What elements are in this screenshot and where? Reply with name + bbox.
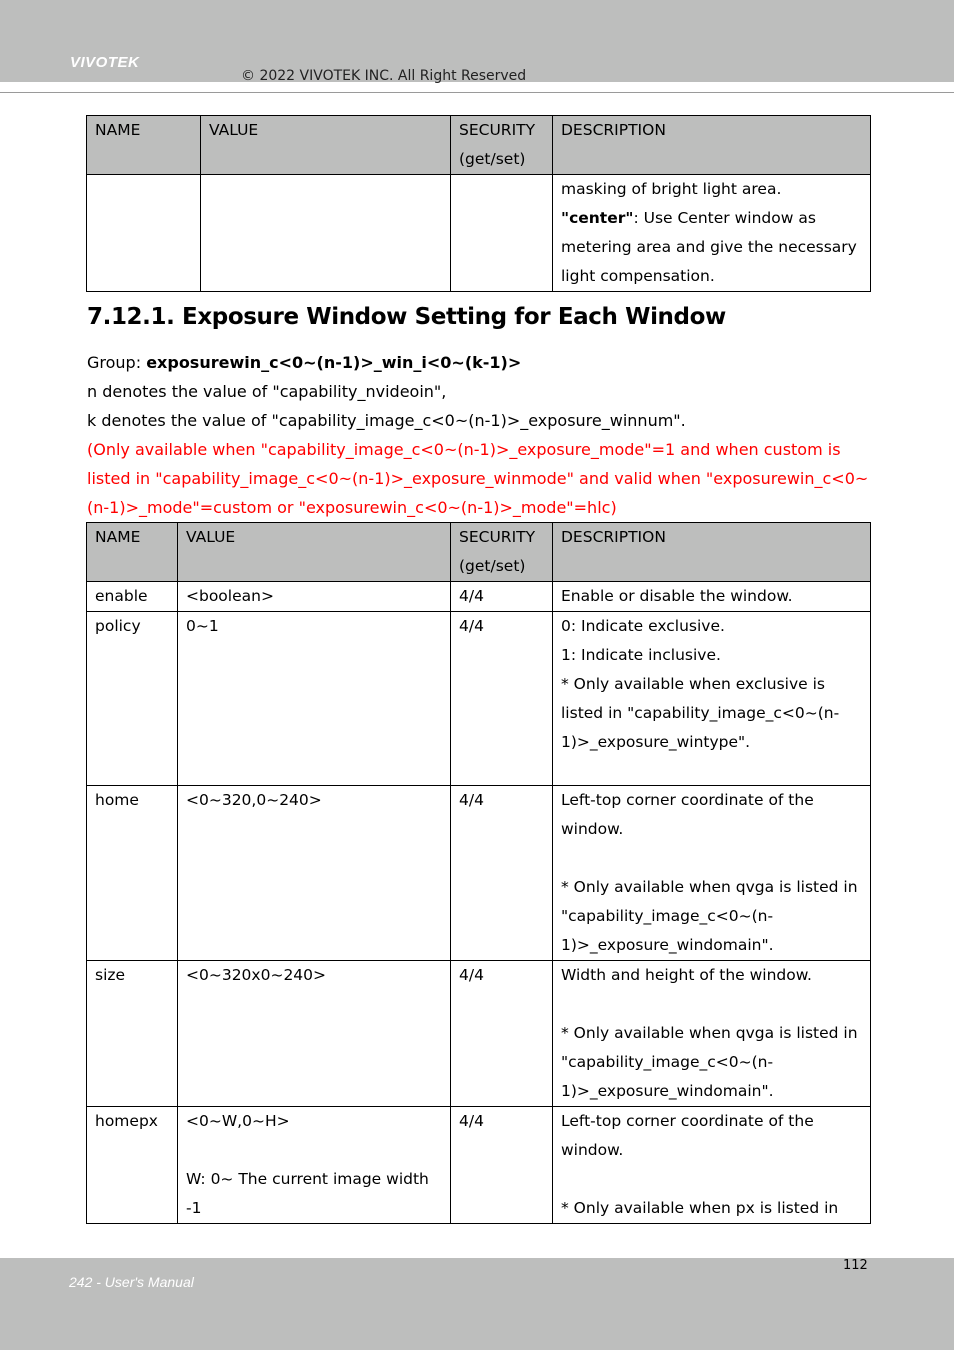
cell-description: Left-top corner coordinate of the window. * Only available when qvga is listed in "capability_image_c<0~(n-1)>_exposure_windomain".: [553, 786, 871, 961]
cell-name: enable: [87, 582, 178, 612]
cell-description: Left-top corner coordinate of the window. * Only available when px is listed in: [553, 1107, 871, 1224]
exposure-window-parameter-table: [86, 522, 871, 1224]
section-heading: 7.12.1. Exposure Window Setting for Each Window: [87, 304, 726, 330]
table-row-size: [87, 961, 871, 1107]
header-divider: [0, 92, 954, 93]
cell-value: <0~W,0~H> W: 0~ The current image width -1: [178, 1107, 451, 1224]
cell-security: 4/4: [451, 582, 553, 612]
cell-security: [451, 175, 553, 292]
brand-logo: VIVOTEK: [70, 54, 140, 71]
k-description: k denotes the value of "capability_image_c<0~(n-1)>_exposure_winnum".: [87, 411, 686, 430]
column-header-description: DESCRIPTION: [553, 523, 871, 582]
cell-name: [87, 175, 201, 292]
description-line: masking of bright light area.: [561, 180, 782, 198]
cell-description: 0: Indicate exclusive. 1: Indicate inclusive. * Only available when exclusive is listed in "capability_image_c<0~(n-1)>_exposure_wintype".: [553, 612, 871, 786]
column-header-security: SECURITY (get/set): [451, 116, 553, 175]
cell-value: [201, 175, 451, 292]
table-row-policy: [87, 612, 871, 786]
table-row-homepx: [87, 1107, 871, 1224]
copyright-text: © 2022 VIVOTEK INC. All Right Reserved: [241, 68, 527, 84]
n-description: n denotes the value of "capability_nvideoin",: [87, 382, 447, 401]
group-label: Group:: [87, 353, 147, 372]
cell-security: 4/4: [451, 1107, 553, 1224]
description-text: : Use Center window as metering area and give the necessary light compensation.: [561, 209, 862, 285]
table-row: [87, 175, 871, 292]
cell-description: Width and height of the window. * Only available when qvga is listed in "capability_image_c<0~(n-1)>_exposure_windomain".: [553, 961, 871, 1107]
manual-page-label: 242 - User's Manual: [69, 1274, 194, 1290]
table-header-row: [87, 116, 871, 175]
cell-value: <0~320,0~240>: [178, 786, 451, 961]
column-header-name: NAME: [87, 523, 178, 582]
group-value: exposurewin_c<0~(n-1)>_win_i<0~(k-1)>: [146, 353, 522, 372]
column-header-name: NAME: [87, 116, 201, 175]
cell-name: home: [87, 786, 178, 961]
cell-security: 4/4: [451, 961, 553, 1107]
table-header-row: [87, 523, 871, 582]
column-header-value: VALUE: [201, 116, 451, 175]
cell-security: 4/4: [451, 612, 553, 786]
table-row-home: [87, 786, 871, 961]
continued-parameter-table: [86, 115, 871, 292]
table-row-enable: [87, 582, 871, 612]
cell-value: <boolean>: [178, 582, 451, 612]
group-line: [87, 348, 867, 377]
cell-value: 0~1: [178, 612, 451, 786]
page-number: 112: [843, 1258, 868, 1273]
cell-name: size: [87, 961, 178, 1107]
cell-security: 4/4: [451, 786, 553, 961]
cell-description: Enable or disable the window.: [553, 582, 871, 612]
center-keyword: "center": [561, 209, 634, 227]
column-header-security: SECURITY (get/set): [451, 523, 553, 582]
cell-name: homepx: [87, 1107, 178, 1224]
availability-note: (Only available when "capability_image_c<0~(n-1)>_exposure_mode"=1 and when custom is listed in "capability_image_c<0~(n-1)>_exposure_winmode" and valid when "exposurewin_c<0~(n-1)>_mode"=custom or "exposurewin_c<0~(n-1)>_mode"=hlc): [87, 440, 869, 517]
column-header-description: DESCRIPTION: [553, 116, 871, 175]
cell-value: <0~320x0~240>: [178, 961, 451, 1107]
footer-bar: [0, 1258, 954, 1350]
cell-name: policy: [87, 612, 178, 786]
cell-description: [553, 175, 871, 292]
column-header-value: VALUE: [178, 523, 451, 582]
